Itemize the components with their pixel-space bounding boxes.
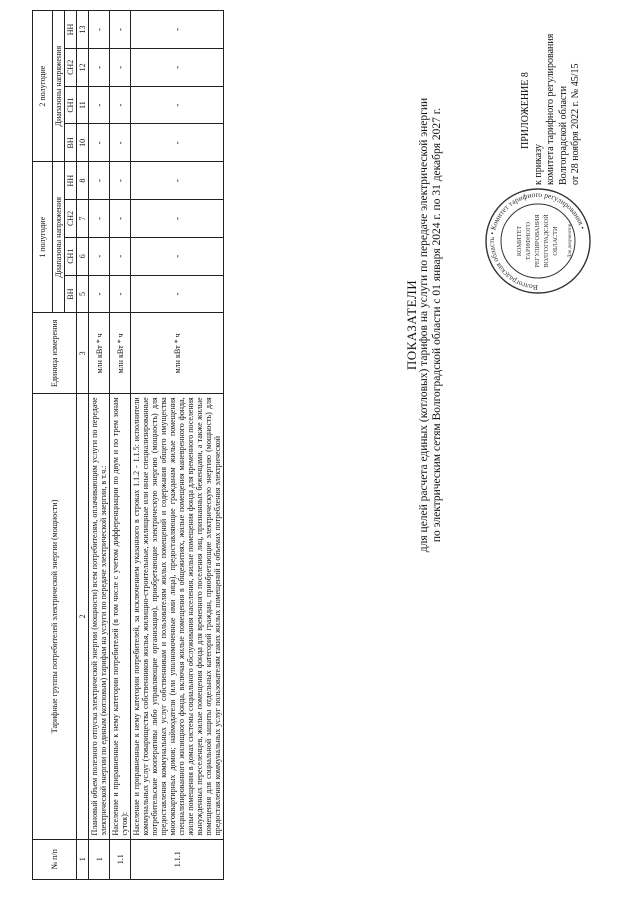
cell: -	[89, 237, 110, 275]
cell: -	[110, 200, 131, 238]
header-range-2: Диапазоны напряжения	[53, 11, 65, 162]
appendix-region: Волгоградской области	[557, 85, 569, 185]
stamp-line-4: ВОЛГОГРАДСКОЙ	[543, 214, 550, 268]
cell: -	[89, 124, 110, 162]
cell: -	[110, 162, 131, 200]
level-vn-1: ВН	[65, 275, 77, 313]
level-sn2-1: СН2	[65, 200, 77, 238]
cell: -	[131, 237, 224, 275]
cell: -	[89, 11, 110, 49]
document-title	[405, 25, 444, 625]
indicators-table	[32, 10, 224, 880]
row-unit: млн кВт * ч	[131, 313, 224, 394]
row-num: 1.1.1	[131, 839, 224, 879]
cell: -	[110, 124, 131, 162]
cell: -	[89, 86, 110, 124]
stamp-line-5: ОБЛАСТИ	[552, 226, 559, 256]
stamp-line-3: РЕГУЛИРОВАНИЯ	[534, 214, 541, 268]
appendix-title: ПРИЛОЖЕНИЕ 8	[520, 72, 531, 149]
cell: -	[131, 200, 224, 238]
colnum: 3	[77, 313, 89, 394]
cell: -	[131, 124, 224, 162]
stamp-bottom: Для документов	[568, 223, 573, 259]
header-unit: Единица измерения	[33, 313, 77, 394]
cell: -	[110, 11, 131, 49]
level-nn-1: НН	[65, 162, 77, 200]
header-row-1	[33, 11, 53, 880]
row-unit: млн кВт * ч	[110, 313, 131, 394]
row-unit: млн кВт * ч	[89, 313, 110, 394]
level-sn2-2: СН2	[65, 48, 77, 86]
cell: -	[89, 275, 110, 313]
official-stamp	[484, 187, 592, 295]
cell: -	[89, 162, 110, 200]
colnum: 2	[77, 394, 89, 839]
cell: -	[131, 275, 224, 313]
cell: -	[110, 86, 131, 124]
header-half2: 2 полугодие	[33, 11, 53, 162]
colnum: 8	[77, 162, 89, 200]
colnum: 6	[77, 237, 89, 275]
colnum: 1	[77, 839, 89, 879]
row-text: Плановый объем полезного отпуска электрической энергии (мощности) всем потребителям, оплачивающим услуги по передаче электрической энергии по единым (котловым) тарифам на услуги по передаче электрической энергии, в т.ч.:	[89, 394, 110, 839]
colnum: 10	[77, 124, 89, 162]
stamp-line-2: ТАРИФНОГО	[525, 221, 532, 261]
cell: -	[131, 86, 224, 124]
header-num: № п/п	[33, 839, 77, 879]
appendix-date: от 28 ноября 2022 г. № 45/15	[570, 63, 581, 185]
appendix-order: к приказу	[532, 144, 544, 185]
cell: -	[110, 48, 131, 86]
cell: -	[131, 162, 224, 200]
appendix-committee: комитета тарифного регулирования	[545, 33, 556, 185]
level-sn1-2: СН1	[65, 86, 77, 124]
colnum: 12	[77, 48, 89, 86]
level-vn-2: ВН	[65, 124, 77, 162]
cell: -	[89, 48, 110, 86]
cell: -	[110, 237, 131, 275]
level-sn1-1: СН1	[65, 237, 77, 275]
row-text: Население и приравненные к нему категории потребителей, за исключением указанного в строках 1.1.2 - 1.1.5: исполнители коммунальных услуг (товарищества собственников жилья, жилищно-строительные, жилищные или иные специализированные потребительские кооперативы либо управляющие организации), приобретающие электрическую энергию (мощность) для предоставления коммунальных услуг собственникам и пользователям жилых помещений и содержания общего имущества многоквартирных домов; наймодатели (или уполномоченные ими лица), предоставляющие гражданам жилые помещения специализированного жилищного фонда, включая жилые помещения в общежитиях, жилые помещения маневренного фонда, жилые помещения в домах системы социального обслуживания населения, жилые помещения фонда для временного поселения вынужденных переселенцев, жилые помещения фонда для временного поселения лиц, признанных беженцами, а также жилые помещения для социальной защиты отдельных категорий граждан, приобретающие электрическую энергию (мощность) для предоставления коммунальных услуг пользователям таких жилых помещений в объемах потребления электрической	[131, 394, 224, 839]
stamp-line-1: КОМИТЕТ	[516, 225, 523, 257]
title-subheading-1: для целей расчета единых (котловых) тарифов на услуги по передаче электрической энергии	[418, 97, 430, 553]
header-half1: 1 полугодие	[33, 162, 53, 313]
colnum: 5	[77, 275, 89, 313]
row-num: 1	[89, 839, 110, 879]
level-nn-2: НН	[65, 11, 77, 49]
title-heading: ПОКАЗАТЕЛИ	[404, 279, 419, 371]
cell: -	[110, 275, 131, 313]
table-row	[131, 11, 224, 880]
stamp-ring-text: Волгоградская область • Комитет тарифного регулирования •	[486, 189, 588, 293]
cell: -	[131, 48, 224, 86]
colnum: 7	[77, 200, 89, 238]
appendix-block	[520, 5, 583, 185]
cell: -	[89, 200, 110, 238]
header-range-1: Диапазоны напряжения	[53, 162, 65, 313]
row-text: Население и приравненные к нему категории потребителей (в том числе с учетом дифференциации по двум и по трем зонам суток):	[110, 394, 131, 839]
table-row	[89, 11, 110, 880]
table-row	[110, 11, 131, 880]
header-group: Тарифные группы потребителей электрической энергии (мощности)	[33, 394, 77, 839]
title-subheading-2: по электрическим сетям Волгоградской области с 01 января 2024 г. по 31 декабря 2027 г.	[431, 107, 443, 543]
colnum: 13	[77, 11, 89, 49]
row-num: 1.1	[110, 839, 131, 879]
column-number-row	[77, 11, 89, 880]
colnum: 11	[77, 86, 89, 124]
cell: -	[131, 11, 224, 49]
